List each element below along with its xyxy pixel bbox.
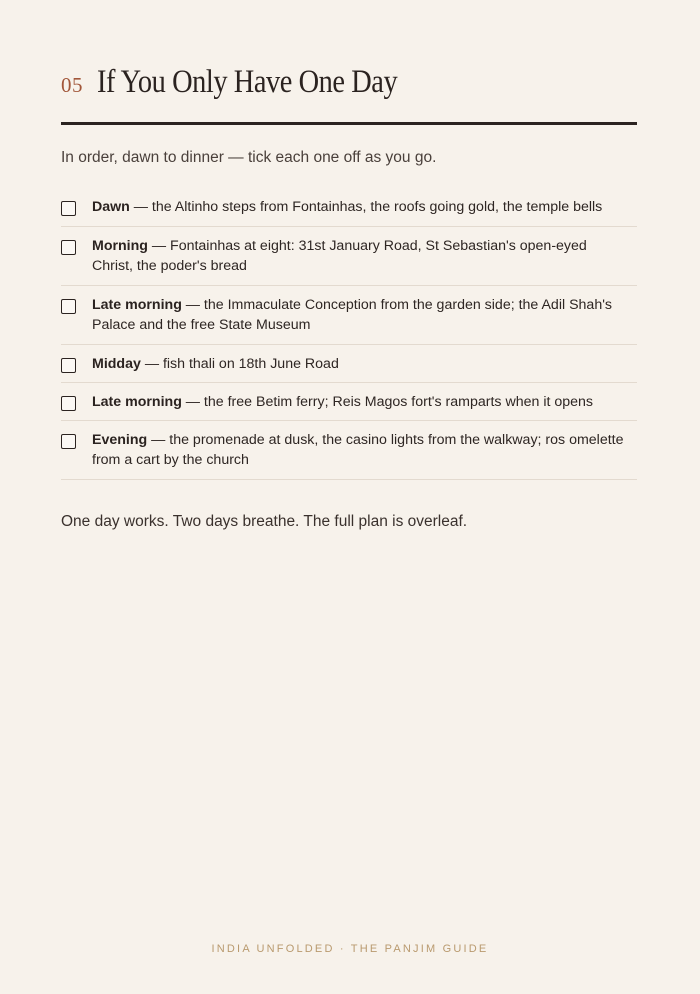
item-time-label: Dawn xyxy=(92,199,130,215)
intro-text: In order, dawn to dinner — tick each one off as you go. xyxy=(61,149,437,166)
section-number: 05 xyxy=(61,73,83,97)
checkbox[interactable] xyxy=(61,358,76,373)
checklist-item-evening xyxy=(61,421,637,480)
checklist-item-midday xyxy=(61,345,637,383)
item-description: — the promenade at dusk, the casino lights from the walkway; ros omelette from a cart by the church xyxy=(92,432,624,468)
checklist-item-dawn xyxy=(61,188,637,227)
checkbox[interactable] xyxy=(61,396,76,411)
day-checklist xyxy=(61,188,637,480)
item-description: — Fontainhas at eight: 31st January Road, St Sebastian's open-eyed Christ, the poder's bread xyxy=(92,238,587,274)
checklist-item-late-morning-ferry xyxy=(61,383,637,421)
item-time-label: Late morning xyxy=(92,394,182,410)
checkbox[interactable] xyxy=(61,240,76,255)
item-time-label: Late morning xyxy=(92,297,182,313)
item-description: — the Altinho steps from Fontainhas, the roofs going gold, the temple bells xyxy=(129,199,603,215)
item-description: — the free Betim ferry; Reis Magos fort's ramparts when it opens xyxy=(181,394,594,410)
checklist-item-morning xyxy=(61,227,637,286)
checkbox[interactable] xyxy=(61,201,76,216)
section-header xyxy=(61,64,637,108)
running-footer: INDIA UNFOLDED · THE PANJIM GUIDE xyxy=(211,943,489,955)
checkbox[interactable] xyxy=(61,434,76,449)
page-title: If You Only Have One Day xyxy=(97,64,398,100)
checklist-item-late-morning xyxy=(61,286,637,345)
item-time-label: Morning xyxy=(92,238,148,254)
item-description: — fish thali on 18th June Road xyxy=(140,356,339,372)
item-time-label: Midday xyxy=(92,356,141,372)
item-time-label: Evening xyxy=(92,432,148,448)
checkbox[interactable] xyxy=(61,299,76,314)
closing-text: One day works. Two days breathe. The full plan is overleaf. xyxy=(61,513,468,530)
title-divider xyxy=(61,122,637,125)
item-description: — the Immaculate Conception from the garden side; the Adil Shah's Palace and the free State Museum xyxy=(92,297,613,333)
